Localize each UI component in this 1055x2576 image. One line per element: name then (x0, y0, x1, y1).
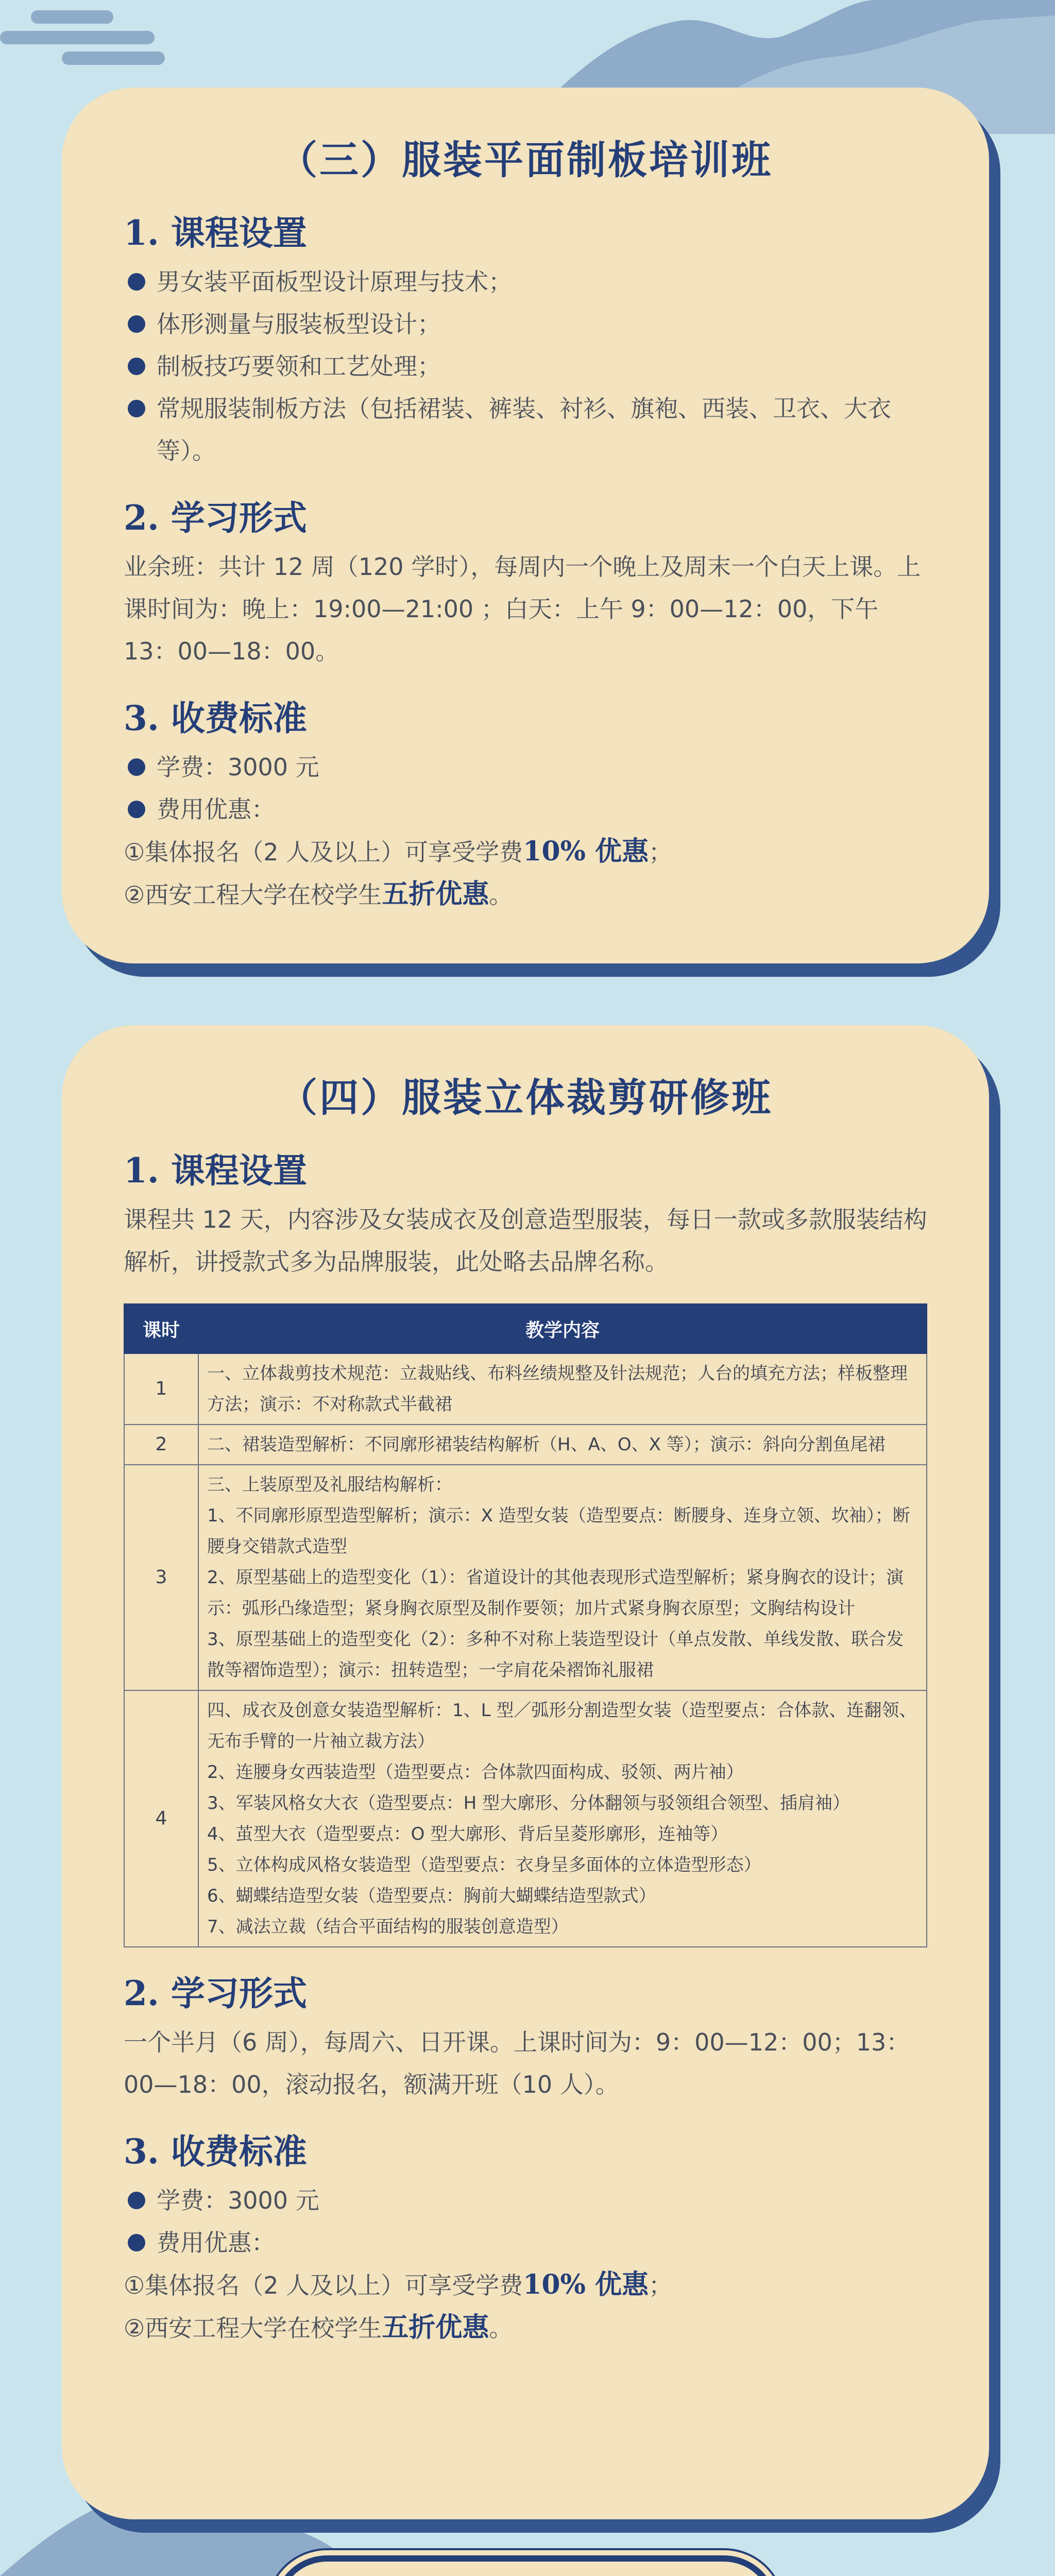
course3-curriculum-item: 常规服装制板方法（包括裙装、裤装、衬衫、旗袍、西装、卫衣、大衣等）。 (124, 387, 927, 472)
table-content-line: 三、上装原型及礼服结构解析： (207, 1475, 452, 1495)
table-cell-period: 2 (124, 1425, 198, 1465)
course3-card (62, 88, 989, 963)
course4-discount-label: 费用优惠： (124, 2222, 927, 2264)
course4-curriculum-heading: 1. 课程设置 (124, 1150, 307, 1191)
table-cell-period: 4 (124, 1690, 198, 1947)
course4-format-heading: 2. 学习形式 (124, 1973, 307, 2013)
table-content-line: 2、连腰身女西装造型（造型要点：合体款四面构成、驳领、两片袖） (207, 1762, 744, 1783)
table-content-line: 一、立体裁剪技术规范：立裁贴线、布料丝绩规整及针法规范；人台的填充方法；样板整理方法；演示：不对称款式半截裙 (207, 1363, 908, 1415)
table-content-line: 3、原型基础上的造型变化（2）：多种不对称上装造型设计（单点发散、单线发散、联合发散等褶饰造型）；演示：扭转造型；一字肩花朵褶饰礼服裙 (207, 1629, 904, 1681)
course-schedule-table (124, 1303, 927, 1947)
table-cell-period: 3 (124, 1465, 198, 1690)
course3-format-text: 业余班：共计 12 周（120 学时），每周内一个晚上及周末一个白天上课。上课时间为：晚上：19:00—21:00 ；白天：上午 9：00—12：00，下午 13：00—18：00。 (124, 553, 921, 665)
table-content-line: 4、茧型大衣（造型要点：O 型大廓形、背后呈菱形廓形，连袖等） (207, 1824, 728, 1844)
course3-discount-label: 费用优惠： (124, 788, 927, 831)
table-row (124, 1425, 927, 1465)
course3-curriculum-heading: 1. 课程设置 (124, 213, 307, 253)
course3-format-heading: 2. 学习形式 (124, 498, 307, 538)
course4-curriculum-text: 课程共 12 天，内容涉及女装成衣及创意造型服装，每日一款或多款服装结构解析，讲授款式多为品牌服装，此处略去品牌名称。 (124, 1206, 927, 1276)
table-cell-content (198, 1690, 927, 1947)
course4-card (62, 1025, 989, 2519)
course4-discount-group: ①集体报名（2 人及以上）可享受学费10% 优惠； (124, 2269, 673, 2300)
course3-fee: 学费：3000 元 (124, 746, 927, 788)
table-cell-period: 1 (124, 1353, 198, 1425)
table-cell-content (198, 1425, 927, 1465)
table-content-line: 3、军装风格女大衣（造型要点：H 型大廓形、分体翻领与驳领组合领型、插肩袖） (207, 1793, 850, 1814)
table-header-content: 教学内容 (198, 1304, 927, 1353)
table-content-line: 1、不同廓形原型造型解析；演示：X 造型女装（造型要点：断腰身、连身立领、坎袖）；断腰身交错款式造型 (207, 1505, 910, 1557)
enroll-title (392, 2572, 659, 2576)
course3-fee-heading: 3. 收费标准 (124, 698, 307, 738)
table-row (124, 1690, 927, 1947)
table-row (124, 1353, 927, 1425)
table-header-period: 课时 (124, 1304, 198, 1353)
table-content-line: 5、立体构成风格女装造型（造型要点：衣身呈多面体的立体造型形态） (207, 1855, 761, 1875)
course4-title: （四）服装立体裁剪研修班 (278, 1075, 773, 1121)
course4-fee-heading: 3. 收费标准 (124, 2131, 307, 2172)
course3-curriculum-item: 男女装平面板型设计原理与技术； (124, 261, 927, 303)
enroll-title-badge (273, 2555, 778, 2576)
table-content-line: 2、原型基础上的造型变化（1）：省道设计的其他表现形式造型解析；紧身胸衣的设计；演示：弧形凸缘造型；紧身胸衣原型及制作要领；加片式紧身胸衣原型；文胸结构设计 (207, 1567, 904, 1619)
table-content-line: 7、减法立裁（结合平面结构的服装创意造型） (207, 1917, 569, 1937)
table-cell-content (198, 1465, 927, 1690)
discount-highlight: 10% 优惠 (523, 2269, 649, 2300)
discount-highlight: 五折优惠 (382, 2312, 489, 2343)
discount-highlight: 10% 优惠 (523, 836, 649, 867)
course3-title: （三）服装平面制板培训班 (278, 137, 773, 183)
table-row (124, 1465, 927, 1690)
table-cell-content (198, 1353, 927, 1425)
course4-format-text: 一个半月（6 周），每周六、日开课。上课时间为：9：00—12：00；13：00—18：00，滚动报名，额满开班（10 人）。 (124, 2028, 910, 2098)
table-content-line: 6、蝴蝶结造型女装（造型要点：胸前大蝴蝶结造型款式） (207, 1886, 656, 1906)
discount-highlight: 五折优惠 (382, 878, 489, 910)
table-content-line: 二、裙装造型解析：不同廓形裙装结构解析（H、A、O、X 等）；演示：斜向分割鱼尾裙 (207, 1434, 886, 1455)
course4-discount-student: ②西安工程大学在校学生五折优惠。 (124, 2312, 513, 2343)
course3-curriculum-item: 制板技巧要领和工艺处理； (124, 345, 927, 387)
course3-discount-student: ②西安工程大学在校学生五折优惠。 (124, 878, 513, 910)
course3-discount-group: ①集体报名（2 人及以上）可享受学费10% 优惠； (124, 836, 673, 867)
course3-curriculum-item: 体形测量与服装板型设计； (124, 303, 927, 345)
course4-fee: 学费：3000 元 (124, 2179, 927, 2222)
table-content-line: 四、成衣及创意女装造型解析：1、L 型／弧形分割造型女装（造型要点：合体款、连翻领、无布手臂的一片袖立裁方法） (207, 1700, 917, 1752)
